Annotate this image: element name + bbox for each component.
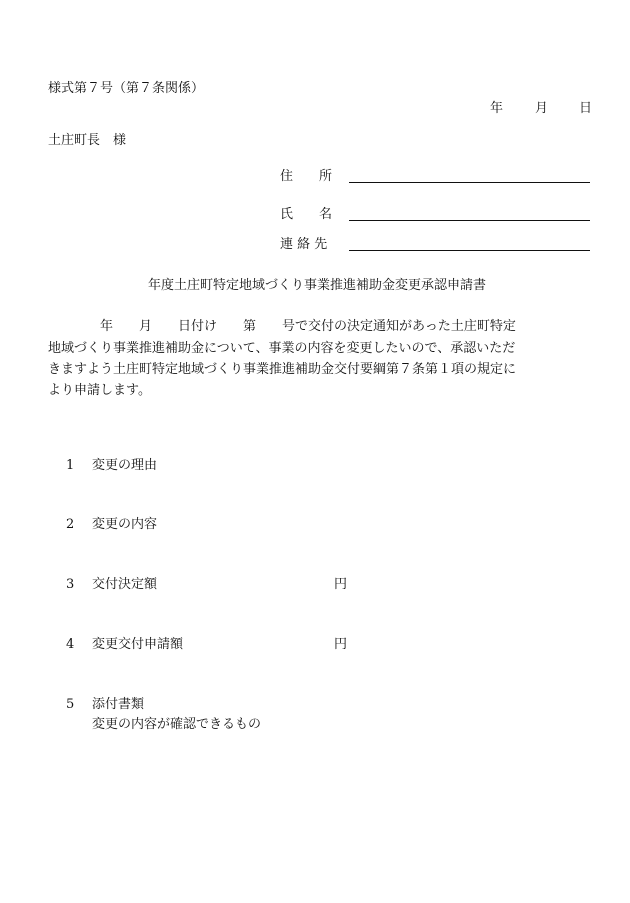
date-year-label: 年 [490,101,504,116]
addressee: 土庄町長 様 [48,133,127,148]
item-4-label: 変更交付申請額 [92,637,184,652]
item-5-sub: 変更の内容が確認できるもの [92,717,262,732]
item-5-label: 添付書類 [92,697,145,712]
item-3-label: 交付決定額 [92,577,158,592]
name-label: 氏 名 [280,207,333,222]
date-day-label: 日 [579,101,593,116]
item-3-unit: 円 [334,577,348,592]
item-1-label: 変更の理由 [92,458,158,473]
body-line-1: 年 月 日付け 第 号で交付の決定通知があった土庄町特定 [48,319,516,334]
item-5-number: 5 [66,697,75,712]
body-line-4: より申請します。 [48,383,151,398]
item-1-number: 1 [66,458,75,473]
body-line-2: 地域づくり事業推進補助金について、事業の内容を変更したいので、承認いただ [48,341,516,356]
item-2-number: 2 [66,517,75,532]
contact-field-line[interactable] [349,250,590,251]
form-number: 様式第７号（第７条関係） [48,81,205,96]
item-4-number: 4 [66,637,75,652]
date-month-label: 月 [535,101,549,116]
body-line-3: きますよう土庄町特定地域づくり事業推進補助金交付要綱第７条第１項の規定に [48,362,517,377]
address-field-line[interactable] [349,182,590,183]
item-4-unit: 円 [334,637,348,652]
name-field-line[interactable] [349,220,590,221]
document-title: 年度土庄町特定地域づくり事業推進補助金変更承認申請書 [148,278,487,293]
address-label: 住 所 [280,169,333,184]
item-3-number: 3 [66,577,75,592]
item-2-label: 変更の内容 [92,517,158,532]
contact-label: 連 絡 先 [280,237,328,252]
